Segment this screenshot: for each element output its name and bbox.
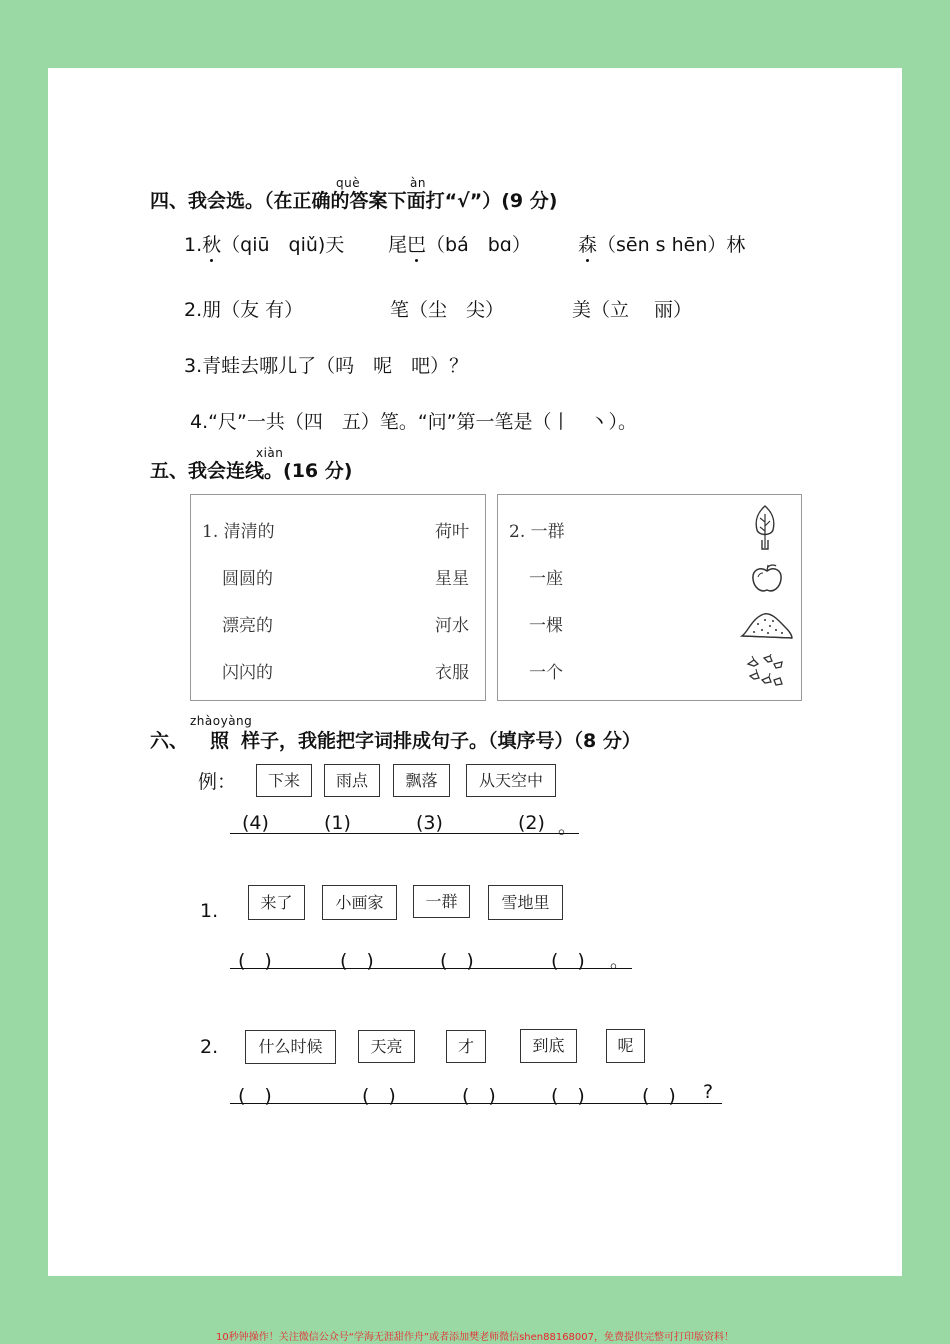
q6-1-blank-4[interactable]: ( ) [551,950,585,972]
q6-2-question-mark: ? [703,1081,714,1103]
q4-2-b: 笔（尘 尖） [390,299,505,321]
section5-title-text-a: 五、我会连 [150,460,246,482]
q6-2-blank-1[interactable]: ( ) [238,1085,272,1107]
q6-2-blank-4[interactable]: ( ) [551,1085,585,1107]
q4-2-a: 2.朋（友 有） [184,299,304,321]
example-card-4: 从天空中 [466,764,556,797]
example-label: 例： [198,771,237,793]
q6-1-card-2: 小画家 [322,885,397,920]
q6-2-card-4: 到底 [520,1029,577,1063]
q6-2-card-2: 天亮 [358,1030,415,1063]
q6-1-card-3: 一群 [413,885,470,918]
section6-title [150,726,641,753]
example-answer-1: (4) [242,812,269,834]
section4-title-que: 确 [311,190,331,212]
q4-1-sen-char: 森 [578,234,598,256]
section4-title-text-a: 四、我会选。（在正 [150,190,312,212]
q4-4: 4.“尺”一共（四 五）笔。“问”第一笔是（丨 丶）。 [190,411,638,433]
section4-title-text-b: 的答 [330,190,369,212]
example-answer-period: 。 [558,816,578,838]
example-answer-3: (3) [416,812,443,834]
example-card-3: 飘落 [393,764,450,797]
q6-2-blank-5[interactable]: ( ) [642,1085,676,1107]
q4-1-ba-options: （bá bɑ） [426,234,531,256]
match-right-item-4[interactable]: 一个 [529,663,563,683]
footer-promo: 10秒钟操作！关注微信公众号“学海无涯甜作舟”或者添加樊老师微信shen88168007，免费提供完整可打印版资料！ [215,1332,735,1343]
q4-1-qiu-options: （qiū qiǔ)天 [221,234,345,256]
q6-1-card-1: 来了 [248,885,305,920]
hill-icon[interactable] [740,608,794,642]
pinyin-xian: xiàn [256,446,284,460]
pinyin-zhaoyang: zhàoyàng [190,714,253,728]
section6-title-text-a: 六、 [150,730,189,752]
section5-title-xian: 线 [245,460,265,482]
q6-1-blank-2[interactable]: ( ) [340,950,374,972]
q6-2-blank-2[interactable]: ( ) [362,1085,396,1107]
match-right-item-2[interactable]: 一座 [529,569,563,589]
q6-2-num: 2. [200,1036,219,1058]
q4-1-ba-char: 巴 [407,234,427,256]
q6-2-blank-3[interactable]: ( ) [462,1085,496,1107]
example-underline [230,833,579,834]
tree-icon[interactable] [750,504,780,552]
section6-title-zhao: 照 [210,730,230,752]
birds-icon[interactable] [744,654,786,690]
pinyin-an: àn [410,176,426,190]
section6-title-yang: 样 [241,730,261,752]
match-left-item-4[interactable]: 闪闪的 [222,663,273,683]
section6-title-text-b: 子，我能把字词排成句子。（填序号）（8 分） [260,730,641,752]
q6-1-period: 。 [610,950,630,972]
section4-title [150,186,557,213]
q4-1-wei: 尾 [388,234,408,256]
q4-1-ba [388,230,531,257]
q4-1-qiu [184,230,344,257]
q4-3: 3.青蛙去哪儿了（吗 呢 吧）？ [184,355,469,377]
section5-title-text-b: 。(16 分) [264,460,353,482]
example-card-2: 雨点 [324,764,380,797]
q4-2-c: 美（立 丽） [572,299,693,321]
q4-1-qiu-char: 秋 [202,234,222,256]
match-left-target-3[interactable]: 河水 [435,616,469,636]
q4-1-sen-options: （sēn s hēn）林 [597,234,746,256]
match-left-item-1[interactable]: 1. 清清的 [202,522,275,542]
section5-title [150,456,352,483]
example-answer-4: (2) [518,812,545,834]
match-left-target-1[interactable]: 荷叶 [435,522,469,542]
pinyin-que: què [336,176,361,190]
apple-icon[interactable] [750,563,784,595]
match-right-item-1[interactable]: 2. 一群 [509,522,565,542]
q6-1-blank-1[interactable]: ( ) [238,950,272,972]
match-right-item-3[interactable]: 一棵 [529,616,563,636]
q6-1-underline [230,968,632,969]
section4-title-text-c: 下面打“√”）(9 分) [387,190,558,212]
q4-1-sen [578,230,745,257]
q6-2-card-1: 什么时候 [245,1030,336,1064]
q6-1-card-4: 雪地里 [488,885,563,920]
example-card-1: 下来 [256,764,312,797]
q6-2-card-5: 呢 [606,1029,645,1063]
q6-2-underline [230,1103,722,1104]
q6-1-blank-3[interactable]: ( ) [440,950,474,972]
example-answer-2: (1) [324,812,351,834]
q4-1-num: 1. [184,234,203,256]
section4-title-an: 案 [368,190,388,212]
match-left-item-2[interactable]: 圆圆的 [222,569,273,589]
q6-1-num: 1. [200,900,219,922]
q6-2-card-3: 才 [446,1030,486,1063]
match-left-target-4[interactable]: 衣服 [435,663,469,683]
match-left-target-2[interactable]: 星星 [435,569,469,589]
match-left-item-3[interactable]: 漂亮的 [222,616,273,636]
